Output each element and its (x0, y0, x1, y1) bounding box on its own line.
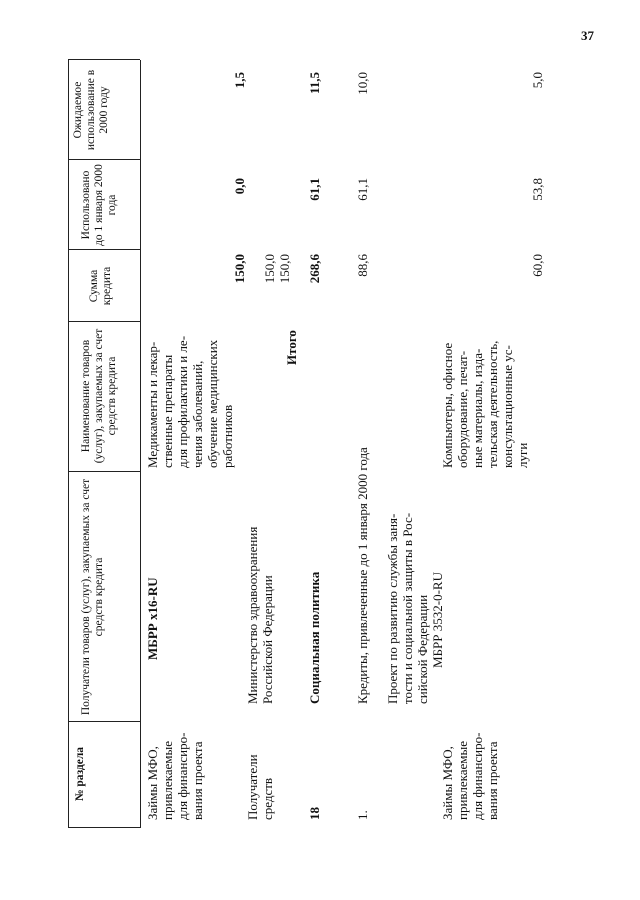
project-c3-line-1: Компьютеры, офисное (440, 342, 455, 468)
project-used: 53,8 (530, 178, 545, 201)
project-name-line-1: Проект по развитию службы заня- (385, 513, 400, 704)
block1-expected: 1,5 (232, 72, 247, 89)
block1-c3-line-4: чения заболеваний, (190, 360, 205, 468)
block1-c3-line-6: работников (220, 404, 235, 468)
project-c1-line-4: вания проекта (485, 741, 500, 820)
project-c1-line-3: для финансиро- (470, 732, 485, 820)
page-number: 37 (581, 28, 594, 43)
block1-used: 0,0 (232, 178, 247, 195)
project-c3-line-3: ные материалы, изда- (470, 348, 485, 468)
block2-sum-2: 150,0 (277, 254, 292, 284)
block2-c2-line-1: Министерство здравоохранения (245, 526, 260, 704)
block1-c3-line-5: обучение медицинских (205, 339, 220, 468)
col-border-6 (68, 59, 140, 60)
block2-sum-1: 150,0 (262, 254, 277, 284)
header-credit-sum: Сумма кредита (88, 266, 113, 306)
section-18-sum: 268,6 (307, 254, 322, 284)
project-name-line-2: тости и социальной защиты в Рос- (400, 512, 415, 704)
header-bottom-border (140, 60, 141, 828)
block2-c2-line-2: Российской Федерации (260, 575, 275, 704)
project-name-line-3: сийской Федерации (415, 594, 430, 704)
credits-number: 1. (355, 810, 370, 820)
project-expected: 5,0 (530, 72, 545, 89)
header-goods-name: Наименование товаров (услуг), закупаемых за счет средств кредита (80, 328, 118, 464)
section-18-number: 18 (307, 807, 322, 820)
project-sum: 60,0 (530, 254, 545, 277)
block1-c3-line-2: ственные препараты (160, 354, 175, 468)
project-c3-line-2: оборудование, печат- (455, 350, 470, 468)
block1-sum: 150,0 (232, 254, 247, 284)
block1-c1-line-1: Займы МФО, (145, 746, 160, 820)
col-border-5 (68, 159, 140, 160)
header-recipients: Получатели товаров (услуг), закупаемых за счет средств кредита (80, 478, 105, 716)
project-c3-line-4: тельская деятельность, (485, 340, 500, 468)
col-border-4 (68, 249, 140, 250)
section-18-title: Социальная политика (307, 571, 322, 704)
block2-c1-line-2: средств (260, 777, 275, 820)
project-c1-line-2: привлекаемые (455, 740, 470, 820)
credits-sum: 88,6 (355, 254, 370, 277)
block1-c1-line-2: привлекаемые (160, 740, 175, 820)
header-used-before-2000: Использовано до 1 января 2000 года (80, 164, 118, 246)
col-border-2 (68, 471, 140, 472)
project-c1-line-1: Займы МФО, (440, 746, 455, 820)
block1-c1-line-4: вания проекта (190, 741, 205, 820)
section-18-used: 61,1 (307, 178, 322, 201)
table-top-border (68, 60, 69, 828)
project-c3-line-5: консультационные ус- (500, 345, 515, 468)
col-border-0 (68, 827, 140, 828)
project-loan-name: МБРР 3532-0-RU (430, 572, 445, 668)
header-section-number: № раздела (74, 746, 86, 802)
col-border-3 (68, 321, 140, 322)
credits-expected: 10,0 (355, 72, 370, 95)
project-c3-line-6: луги (515, 442, 530, 468)
col-border-1 (68, 721, 140, 722)
section-18-expected: 11,5 (307, 72, 322, 95)
block1-loan-name: МБРР x16-RU (145, 577, 160, 660)
header-expected-2000: Ожидаемое использование в 2000 году (72, 69, 110, 151)
block1-c3-line-3: для профилактики и ле- (175, 335, 190, 468)
credits-used: 61,1 (355, 178, 370, 201)
credits-text: Кредиты, привлеченные до 1 января 2000 года (355, 447, 370, 704)
total-label: Итого (284, 330, 299, 365)
block1-c1-line-3: для финансиро- (175, 732, 190, 820)
block1-c3-line-1: Медикаменты и лекар- (145, 341, 160, 468)
block2-c1-line-1: Получатели (245, 754, 260, 820)
